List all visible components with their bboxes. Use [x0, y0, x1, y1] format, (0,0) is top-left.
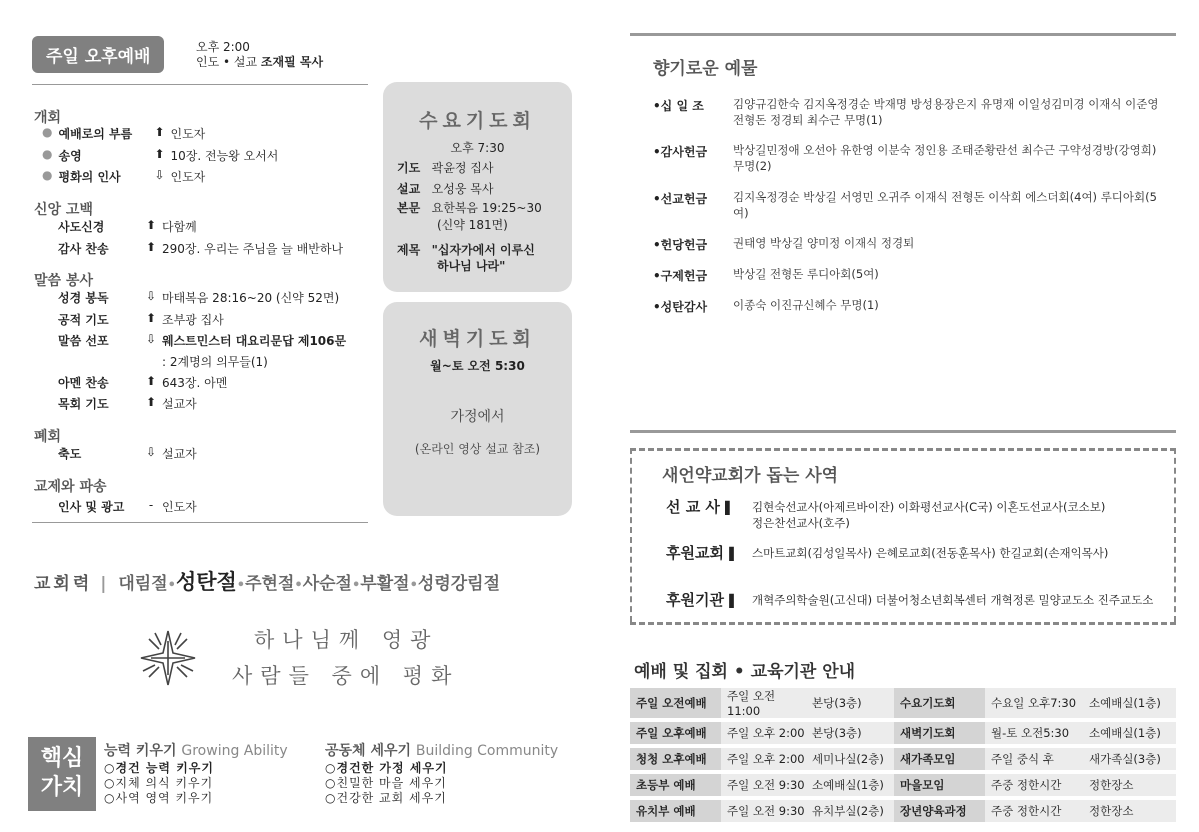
schedule-cell: 소예배실(1층)	[1083, 688, 1176, 718]
mission-values: 김현숙선교사(아제르바이잔) 이화평선교사(C국) 이혼도선교사(코소보) 정은찬선교사(호주)	[752, 500, 1106, 530]
order-item: ● 평화의 인사 ⇩ 인도자	[42, 168, 206, 184]
schedule-cell: 월-토 오전5:30	[985, 722, 1083, 744]
wednesday-title: 수요기도회	[419, 110, 536, 132]
schedule-row	[630, 688, 1176, 718]
schedule-row	[630, 748, 1176, 770]
missions-dash-bottom	[630, 622, 1176, 625]
schedule-cell: 소예배실(1층)	[1083, 722, 1176, 744]
schedule-cell: 주일 중식 후	[985, 748, 1083, 770]
schedule-cell: 주일 오전 9:30	[721, 774, 806, 796]
calendar-label: 교회력	[34, 574, 93, 594]
order-item-cont: : 2계명의 의무들(1)	[162, 355, 268, 369]
service-time: 오후 2:00	[196, 40, 250, 54]
dawn-time: 월~토 오전 5:30	[430, 359, 525, 373]
order-item: ● 예배로의 부름 ⬆ 인도자	[42, 125, 206, 141]
schedule-row	[630, 800, 1176, 822]
header-divider	[32, 84, 368, 85]
section-title: 개회	[34, 110, 62, 126]
season: 부활절	[360, 574, 410, 594]
schedule-cell: 새가족모임	[894, 748, 985, 770]
motto-line-1: 하나님께 영광	[254, 628, 439, 652]
order-item: 축도 ⇩ 설교자	[58, 445, 197, 461]
leader-label: 인도 • 설교	[196, 55, 258, 69]
order-item: 인사 및 광고 - 인도자	[58, 498, 197, 514]
missions-title: 새언약교회가 돕는 사역	[662, 466, 839, 486]
season: 주현절	[245, 574, 295, 594]
schedule-cell: 새가족실(3층)	[1083, 748, 1176, 770]
missions-dash-left	[630, 448, 632, 622]
schedule-cell: 세미나실(2층)	[806, 748, 894, 770]
service-badge: 주일 오후예배	[32, 36, 164, 73]
schedule-cell: 소예배실(1층)	[806, 774, 894, 796]
order-item: 감사 찬송 ⬆ 290장. 우리는 주님을 늘 배반하나	[58, 240, 344, 256]
schedule-cell: 마을모임	[894, 774, 985, 796]
schedule-cell: 주중 정한시간	[985, 774, 1083, 796]
schedule-cell: 주일 오후 2:00	[721, 748, 806, 770]
schedule-cell: 청청 오후예배	[630, 748, 721, 770]
dawn-title: 새벽기도회	[419, 328, 536, 350]
section-title: 말씀 봉사	[34, 273, 93, 289]
order-item: 성경 봉독 ⇩ 마태복음 28:16~20 (신약 52면)	[58, 289, 340, 305]
order-item: 아멘 찬송 ⬆ 643장. 아멘	[58, 374, 228, 390]
schedule-cell: 정한장소	[1083, 774, 1176, 796]
service-leader	[196, 55, 323, 70]
schedule-cell: 주일 오전예배	[630, 688, 721, 718]
schedule-row	[630, 774, 1176, 796]
schedule-row	[630, 722, 1176, 744]
season: 사순절	[302, 574, 352, 594]
schedule-cell: 정한장소	[1083, 800, 1176, 822]
schedule-cell: 본당(3층)	[806, 688, 894, 718]
schedule-cell: 유치부실(2층)	[806, 800, 894, 822]
wednesday-details: 기도 곽윤정 집사 설교 오성웅 목사 본문 요한복음 19:25~30 (신약 181면) 제목 "십자가에서 이루신 하나님 나라"	[397, 161, 542, 273]
schedule-cell: 새벽기도회	[894, 722, 985, 744]
wednesday-prayer-box	[383, 82, 572, 292]
growing-ability-title: 능력 키우기 Growing Ability	[104, 743, 288, 759]
schedule-cell: 주중 정한시간	[985, 800, 1083, 822]
core-values-badge: 핵심 가치	[28, 737, 96, 811]
order-item: 목회 기도 ⬆ 설교자	[58, 395, 197, 411]
motto-line-2: 사람들 중에 평화	[232, 664, 460, 688]
building-community-title: 공동체 세우기 Building Community	[325, 743, 559, 759]
season-current: 성탄절	[175, 570, 237, 594]
order-item: 사도신경 ⬆ 다함께	[58, 218, 197, 234]
schedule-cell: 유치부 예배	[630, 800, 721, 822]
mission-label: 후원기관 ▌	[666, 591, 739, 609]
mission-values: 개혁주의학술원(고신대) 더불어청소년회복센터 개혁정론 밀양교도소 진주교도소	[752, 593, 1154, 607]
schedule-cell: 본당(3층)	[806, 722, 894, 744]
order-item: 말씀 선포 ⇩ 웨스트민스터 대요리문답 제106문	[58, 332, 347, 348]
dawn-prayer-box	[383, 302, 572, 516]
offerings-title: 향기로운 예물	[653, 59, 758, 79]
season: 대림절	[118, 574, 168, 594]
mission-label: 선 교 사 ▌	[666, 498, 735, 516]
section-title: 신앙 고백	[34, 202, 93, 218]
leader-name: 조재필 목사	[260, 55, 324, 69]
growing-ability-list: ○경건 능력 키우기 ○지체 의식 키우기 ○사역 영역 키우기	[104, 761, 214, 805]
church-calendar: 교회력 | 대림절•성탄절•주현절•사순절•부활절•성령강림절	[34, 570, 501, 594]
schedule-cell: 주일 오후예배	[630, 722, 721, 744]
mission-values: 스마트교회(김성일목사) 은혜로교회(전동훈목사) 한길교회(손재익목사)	[752, 546, 1109, 560]
missions-dash-right	[1174, 448, 1176, 622]
schedule-cell: 주일 오전11:00	[721, 688, 806, 718]
schedule-cell: 주일 오전 9:30	[721, 800, 806, 822]
building-community-list: ○경건한 가정 세우기 ○친밀한 마을 세우기 ○건강한 교회 세우기	[325, 761, 448, 805]
dawn-note: (온라인 영상 설교 참조)	[414, 442, 541, 456]
order-item: ● 송영 ⬆ 10장. 전능왕 오서서	[42, 147, 279, 163]
schedule-cell: 수요기도회	[894, 688, 985, 718]
schedule-cell: 수요일 오후7:30	[985, 688, 1083, 718]
schedule-table	[630, 684, 1176, 826]
order-bottom-divider	[32, 522, 368, 523]
section-title: 폐회	[34, 429, 62, 445]
schedule-cell: 장년양육과정	[894, 800, 985, 822]
schedule-title: 예배 및 집회 • 교육기관 안내	[634, 662, 856, 682]
order-item: 공적 기도 ⬆ 조부광 집사	[58, 311, 224, 327]
wednesday-time: 오후 7:30	[450, 141, 505, 155]
missions-top-rule	[630, 430, 1176, 433]
schedule-cell: 초등부 예배	[630, 774, 721, 796]
star-emblem-icon	[137, 627, 199, 689]
section-title: 교제와 파송	[34, 479, 107, 495]
schedule-cell: 주일 오후 2:00	[721, 722, 806, 744]
season: 성령강림절	[417, 574, 501, 594]
dawn-place: 가정에서	[450, 409, 505, 425]
offerings-top-rule	[630, 33, 1176, 36]
missions-dash-top	[630, 448, 1176, 451]
mission-label: 후원교회 ▌	[666, 544, 739, 562]
